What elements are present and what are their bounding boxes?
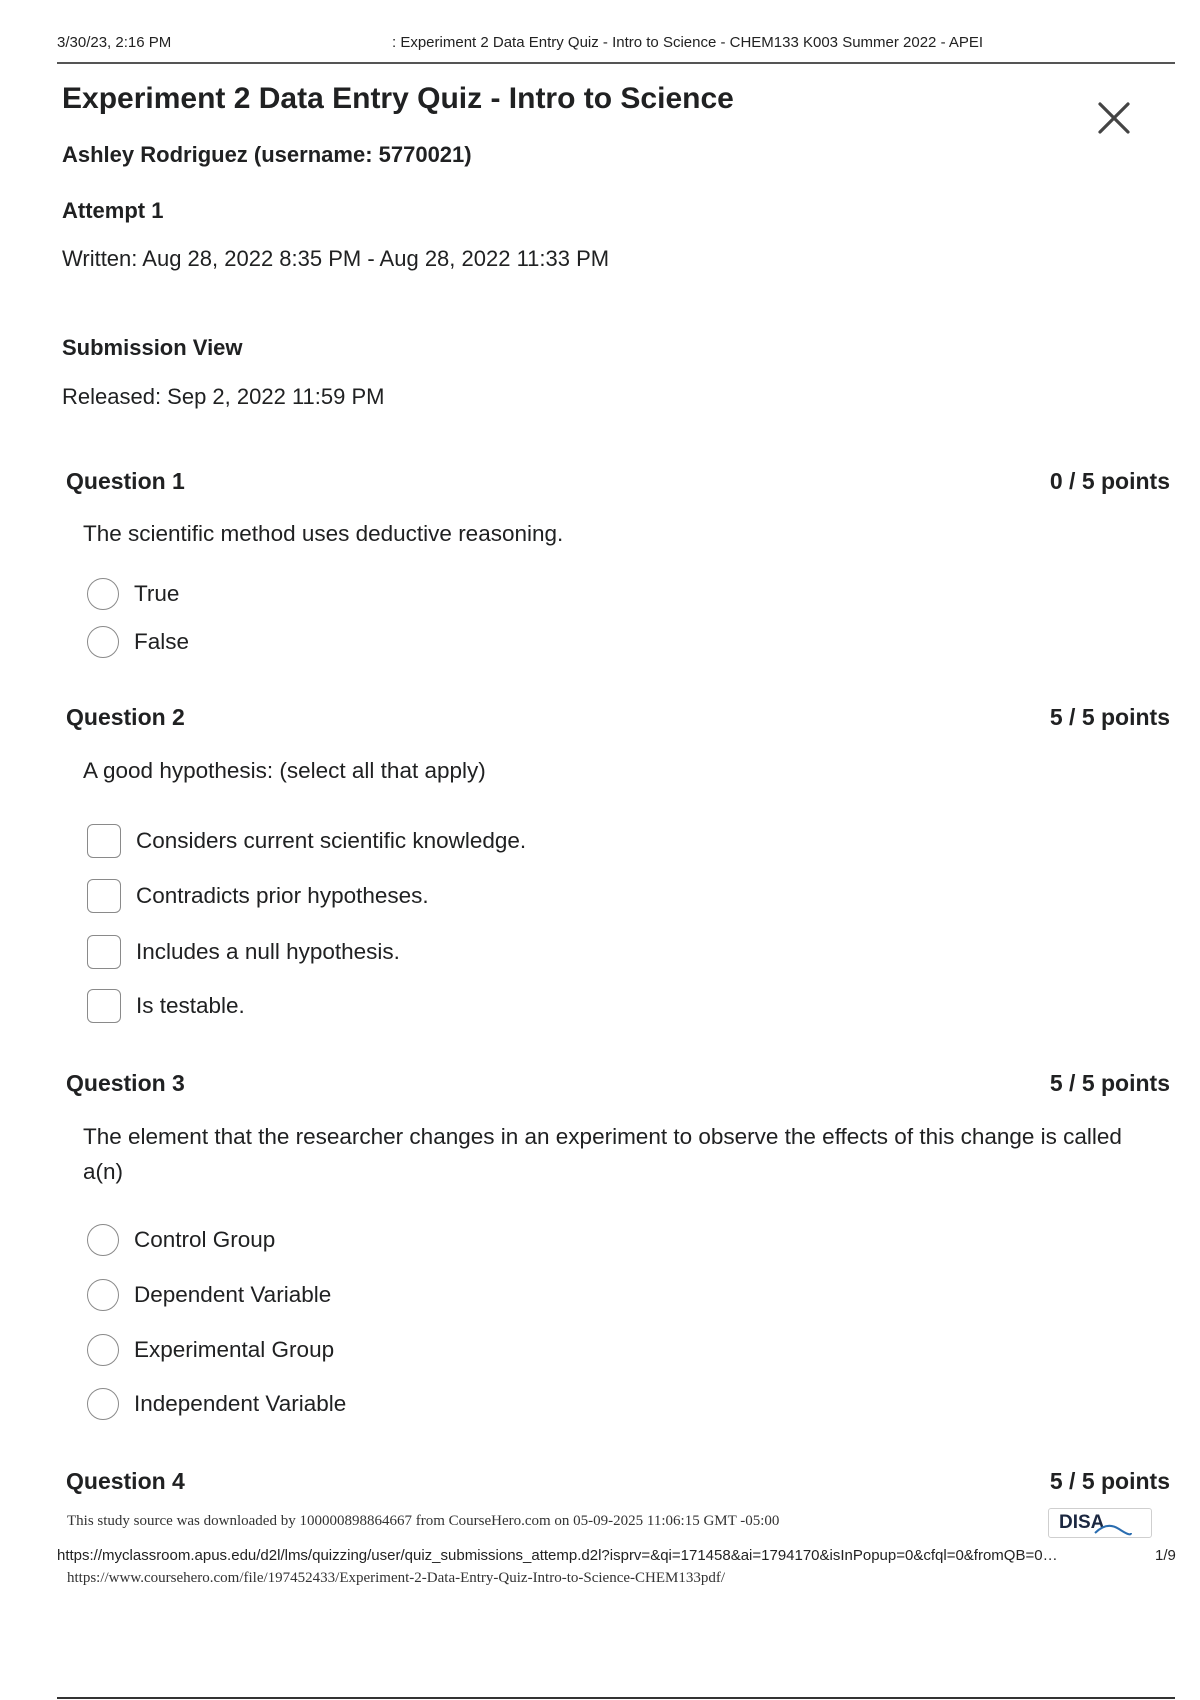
question-header [66,1468,1170,1495]
print-title: : Experiment 2 Data Entry Quiz - Intro to Science - CHEM133 K003 Summer 2022 - APEI [392,34,984,51]
checkbox[interactable] [87,935,121,969]
answer-option[interactable] [87,1386,346,1422]
released-time: Released: Sep 2, 2022 11:59 PM [62,384,385,409]
question-label: Question 3 [66,1070,185,1096]
submission-view-heading: Submission View [62,335,243,360]
radio-button[interactable] [87,626,119,658]
source-url[interactable]: https://www.coursehero.com/file/197452433/Experiment-2-Data-Entry-Quiz-Intro-to-Science-CHEM133pdf/ [67,1570,726,1586]
attempt-label: Attempt 1 [62,198,164,223]
answer-option[interactable] [87,1332,334,1368]
question-text: The scientific method uses deductive reasoning. [83,521,564,546]
logo-mark [1048,1508,1152,1538]
checkbox[interactable] [87,989,121,1023]
question-label: Question 2 [66,704,185,730]
quiz-title: Experiment 2 Data Entry Quiz - Intro to Science [62,82,734,115]
close-button[interactable] [1092,96,1136,140]
answer-option[interactable] [87,1277,331,1313]
question-label: Question 1 [66,468,185,494]
close-icon [1092,96,1136,140]
question-text: A good hypothesis: (select all that apply) [83,758,486,783]
radio-button[interactable] [87,1334,119,1366]
logo-swoosh-icon [1093,1519,1133,1537]
radio-button[interactable] [87,1279,119,1311]
question-points: 0 / 5 points [1049,468,1170,494]
question-header [66,468,1170,495]
checkbox[interactable] [87,879,121,913]
question-label: Question 4 [66,1468,185,1494]
option-label: Considers current scientific knowledge. [136,828,527,853]
question-points: 5 / 5 points [1049,704,1170,730]
print-header [57,34,1175,64]
answer-option[interactable] [87,576,179,612]
radio-button[interactable] [87,578,119,610]
radio-button[interactable] [87,1388,119,1420]
question-header [66,704,1170,731]
question-text: The element that the researcher changes in an experiment to observe the effects of this change is called a(n) [83,1124,1122,1184]
print-datetime: 3/30/23, 2:16 PM [57,34,172,51]
question-header [66,1070,1170,1097]
page-number: 1/9 [1155,1547,1176,1564]
page-url[interactable]: https://myclassroom.apus.edu/d2l/lms/quizzing/user/quiz_submissions_attemp.d2l?isprv=&qi=171458&ai=1794170&isInPopup=0&cfql=0&fromQB=0… [57,1547,1058,1564]
answer-option[interactable] [87,823,526,859]
option-label: Is testable. [136,993,245,1018]
student-name: Ashley Rodriguez (username: 5770021) [62,142,472,167]
answer-option[interactable] [87,624,189,660]
radio-button[interactable] [87,1224,119,1256]
option-label: Dependent Variable [134,1282,332,1307]
option-label: Experimental Group [134,1337,335,1362]
option-label: Independent Variable [134,1391,347,1416]
question-points: 5 / 5 points [1049,1468,1170,1494]
bottom-divider [57,1697,1175,1699]
written-time: Written: Aug 28, 2022 8:35 PM - Aug 28, 2022 11:33 PM [62,246,610,271]
option-label: False [134,629,190,654]
question-points: 5 / 5 points [1049,1070,1170,1096]
answer-option[interactable] [87,1222,275,1258]
checkbox[interactable] [87,824,121,858]
option-label: Control Group [134,1227,276,1252]
option-label: Contradicts prior hypotheses. [136,883,429,908]
logo-text: DISA [1059,1512,1105,1533]
option-label: Includes a null hypothesis. [136,939,400,964]
option-label: True [134,581,180,606]
answer-option[interactable] [87,988,245,1024]
answer-option[interactable] [87,878,429,914]
download-source-note: This study source was downloaded by 100000898864667 from CourseHero.com on 05-09-2025 11:06:15 GMT -05:00 [67,1513,780,1529]
answer-option[interactable] [87,934,400,970]
